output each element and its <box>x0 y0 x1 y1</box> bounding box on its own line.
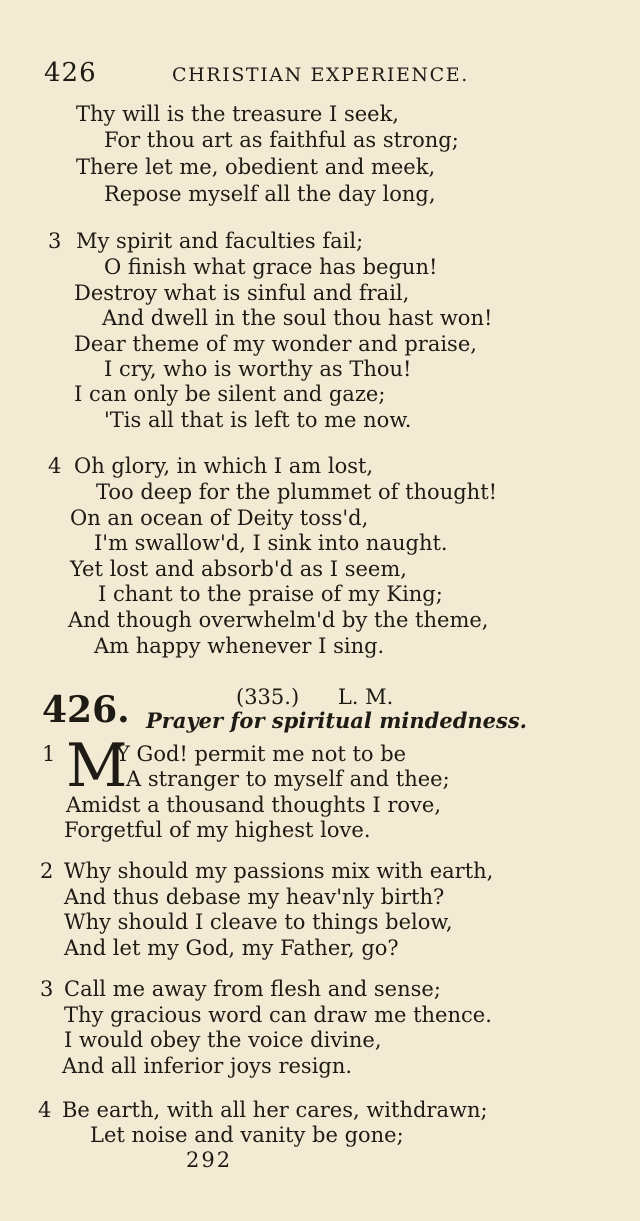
verse-line: For thou art as faithful as strong; <box>104 128 459 152</box>
verse-line: Amidst a thousand thoughts I rove, <box>66 793 442 817</box>
verse-number: 1 <box>42 742 56 766</box>
hymn-meta <box>236 684 393 710</box>
verse-line: Why should I cleave to things below, <box>64 910 453 934</box>
verse-line: Destroy what is sinful and frail, <box>74 281 410 305</box>
verse-line: I can only be silent and gaze; <box>74 382 386 406</box>
verse-line: Thy gracious word can draw me thence. <box>64 1003 492 1027</box>
verse-number: 4 <box>38 1098 52 1122</box>
running-title: CHRISTIAN EXPERIENCE. <box>172 64 469 86</box>
verse-line: My spirit and faculties fail; <box>76 229 364 253</box>
verse-line: I would obey the voice divine, <box>64 1028 382 1052</box>
verse-line: Forgetful of my highest love. <box>64 818 371 842</box>
verse-line: And all inferior joys resign. <box>62 1054 353 1078</box>
verse-line: And let my God, my Father, go? <box>64 936 399 960</box>
verse-line: I'm swallow'd, I sink into naught. <box>94 531 448 555</box>
verse-line: There let me, obedient and meek, <box>76 155 436 179</box>
verse-line: And thus debase my heav'nly birth? <box>64 885 445 909</box>
verse-line: Oh glory, in which I am lost, <box>74 454 374 478</box>
verse-line: Thy will is the treasure I seek, <box>76 102 399 126</box>
verse-line: Repose myself all the day long, <box>104 182 436 206</box>
verse-line: And though overwhelm'd by the theme, <box>68 608 489 632</box>
verse-line: Too deep for the plummet of thought! <box>96 480 498 504</box>
verse-number: 3 <box>48 229 62 253</box>
hymn-meter: L. M. <box>337 685 394 709</box>
verse-number: 4 <box>48 454 62 478</box>
hymn-title: Prayer for spiritual mindedness. <box>146 708 527 733</box>
verse-line: A stranger to myself and thee; <box>126 767 450 791</box>
verse-number: 2 <box>40 859 54 883</box>
hymn-reference: (335.) <box>236 685 300 709</box>
verse-line: Y God! permit me not to be <box>116 742 407 766</box>
verse-number: 3 <box>40 977 54 1001</box>
verse-line: On an ocean of Deity toss'd, <box>70 506 369 530</box>
verse-line: Why should my passions mix with earth, <box>64 859 494 883</box>
hymn-number: 426. <box>42 689 130 731</box>
page-header <box>44 58 604 92</box>
signature-number: 292 <box>186 1148 233 1172</box>
verse-line: And dwell in the soul thou hast won! <box>102 306 493 330</box>
verse-line: I cry, who is worthy as Thou! <box>104 357 412 381</box>
verse-line: Yet lost and absorb'd as I seem, <box>70 557 407 581</box>
verse-line: I chant to the praise of my King; <box>98 582 443 606</box>
verse-line: Dear theme of my wonder and praise, <box>74 332 477 356</box>
verse-line: Am happy whenever I sing. <box>94 634 385 658</box>
verse-line: O finish what grace has begun! <box>104 255 438 279</box>
page-number: 426 <box>44 58 97 88</box>
verse-line: 'Tis all that is left to me now. <box>104 408 412 432</box>
verse-line: Call me away from flesh and sense; <box>64 977 441 1001</box>
verse-line: Let noise and vanity be gone; <box>90 1123 404 1147</box>
drop-cap: M <box>66 731 128 801</box>
verse-line: Be earth, with all her cares, withdrawn; <box>62 1098 488 1122</box>
